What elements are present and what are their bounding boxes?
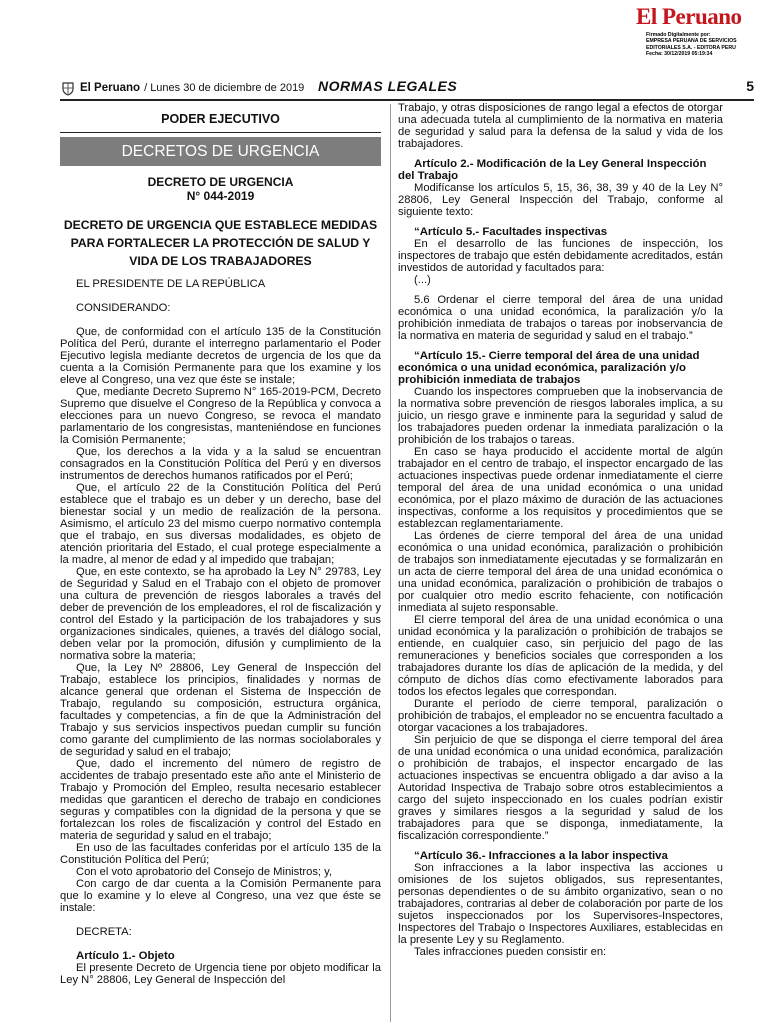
- paragraph: En caso se haya producido el accidente mortal de algún trabajador en el centro de trabajo, el inspector encargado de las actuaciones inspectivas puede ordenar inmediatamente el cierre temporal del área de una unidad económica o una unidad económica, por el plazo máximo de duración de las actuaciones inspectivas, conforme a los requisitos y procedimientos que se establezcan reglamentariamente.: [398, 446, 723, 530]
- paragraph: Que, el artículo 22 de la Constitución Política del Perú establece que el trabajo es un deber y un derecho, base del bienestar social y un medio de realización de la persona. Asimismo, el artículo 23 del mismo cuerpo normativo contempla que el trabajo, en sus diversas modalidades, es objeto de atención prioritaria del Estado, el cual protege especialmente a la madre, al menor de edad y al impedido que trabajan;: [60, 482, 381, 566]
- article-title: “Artículo 15.- Cierre temporal del área de una unidad económica o una unidad económica, paralización y/o prohibición inmediata de trabajos: [398, 350, 700, 386]
- article-title: Artículo 1.- Objeto: [76, 950, 175, 962]
- header-brand: [60, 80, 304, 96]
- paragraph: Que, de conformidad con el artículo 135 de la Constitución Política del Perú, durante el interregno parlamentario el Poder Ejecutivo legisla mediante decretos de urgencia de los que da cuenta a la Comisión Permanente para que los examine y los eleve al Congreso, una vez que éste se instale;: [60, 326, 381, 386]
- signature-line: EDITORIALES S.A. - EDITORA PERU: [646, 44, 736, 51]
- paragraph: En uso de las facultades conferidas por el artículo 135 de la Constitución Política del Perú;: [60, 842, 381, 866]
- paragraph: Modifícanse los artículos 5, 15, 36, 38, 39 y 40 de la Ley N° 28806, Ley General Inspección del Trabajo, conforme al siguiente texto:: [398, 182, 723, 218]
- left-column: [60, 106, 381, 986]
- ellipsis: (...): [414, 274, 431, 286]
- signature-line: Firmado Digitalmente por:: [646, 32, 711, 38]
- section-rule: [60, 132, 381, 133]
- page-number: 5: [746, 78, 754, 94]
- paragraph: Trabajo, y otras disposiciones de rango legal a efectos de otorgar una adecuada tutela al cumplimiento de la normativa en materia de seguridad y salud para la defensa de la salud y vida de los trabajadores.: [398, 102, 723, 150]
- paragraph: El cierre temporal del área de una unidad económica o una unidad económica y la paralización o prohibición de trabajos se entiende, en cualquier caso, sin perjuicio del pago de las remuneraciones y beneficios sociales que corresponden a los trabajadores durante los días de aplicación de la medida, y del cómputo de dichos días como efectivamente laborados para todos los efectos legales que correspondan.: [398, 614, 723, 698]
- president-line: EL PRESIDENTE DE LA REPÚBLICA: [76, 278, 266, 290]
- paragraph: Sin perjuicio de que se disponga el cierre temporal del área de una unidad económica o una unidad económica, paralización o prohibición de trabajos, el inspector encargado de las actuaciones inspectivas se encuentra obligado a dar aviso a la Autoridad Inspectiva de Trabajo sobre otros establecimientos a cargo del sujeto inspeccionado en los cuales podrían existir graves y similares riesgos a la seguridad y salud de los trabajadores para que se disponga, inmediatamente, la fiscalización correspondiente.”: [398, 734, 723, 842]
- signature-line: Fecha: 30/12/2019 05:19:34: [646, 50, 713, 57]
- header-rule: [60, 99, 754, 101]
- paragraph: Con el voto aprobatorio del Consejo de Ministros; y,: [76, 866, 332, 878]
- decreta-heading: DECRETA:: [76, 926, 132, 938]
- decree-number: N° 044-2019: [186, 189, 255, 203]
- paragraph: 5.6 Ordenar el cierre temporal del área de una unidad económica o una unidad económica, la paralización y/o la prohibición inmediata de trabajos o tareas por inobservancia de la normativa en materia de seguridad y salud en el trabajo.”: [398, 294, 723, 342]
- header-date: / Lunes 30 de diciembre de 2019: [144, 82, 305, 94]
- el-peruano-logo: El Peruano: [636, 4, 742, 29]
- paragraph: Que, la Ley Nº 28806, Ley General de Inspección del Trabajo, establece los principios, finalidades y normas de alcance general que ordenan el Sistema de Inspección de Trabajo, regulando su composición, estructura orgánica, facultades y competencias, a fin de que la Administración del Trabajo y sus servicios inspectivos puedan cumplir su función como garante del cumplimiento de las normas sociolaborales y de seguridad y salud en el trabajo;: [60, 662, 381, 758]
- paragraph: Que, dado el incremento del número de registro de accidentes de trabajo presentado este año ante el Ministerio de Trabajo y Promoción del Empleo, resulta necesario establecer medidas que garanticen el derecho de trabajo en condiciones seguras y compatibles con la dignidad de la persona y que se fortalezcan los roles de fiscalización y control del Estado en materia de seguridad y salud en el trabajo;: [60, 758, 381, 842]
- article-title: Artículo 2.- Modificación de la Ley General Inspección del Trabajo: [398, 158, 707, 182]
- decree-title: DECRETO DE URGENCIA: [147, 175, 294, 189]
- header-section: NORMAS LEGALES: [318, 78, 458, 94]
- paragraph: Cuando los inspectores comprueben que la inobservancia de la normativa sobre prevención de riesgos laborales implica, a su juicio, un riesgo grave e inminente para la seguridad y salud de los trabajadores pueden ordenar la inmediata paralización o la prohibición de los trabajos o tareas.: [398, 386, 723, 446]
- column-divider: [390, 104, 391, 1022]
- category-band: DECRETOS DE URGENCIA: [60, 137, 381, 166]
- article-title: “Artículo 5.- Facultades inspectivas: [414, 226, 608, 238]
- paragraph: Durante el período de cierre temporal, paralización o prohibición de trabajos, el empleador no se encuentra facultado a otorgar vacaciones a los trabajadores.: [398, 698, 723, 734]
- signature-line: EMPRESA PERUANA DE SERVICIOS: [646, 38, 737, 45]
- paragraph: Con cargo de dar cuenta a la Comisión Permanente para que lo examine y lo eleve al Congreso, una vez que éste se instale:: [60, 878, 381, 914]
- paragraph: Las órdenes de cierre temporal del área de una unidad económica o una unidad económica, paralización o prohibición de trabajos son inmediatamente ejecutadas y se formalizarán en un acta de cierre temporal del área de una unidad económica o una unidad económica, paralización o prohibición de trabajos o por cualquier otro medio escrito fehaciente, con notificación inmediata al sujeto responsable.: [398, 530, 723, 614]
- right-column: [398, 102, 723, 958]
- paragraph: Que, los derechos a la vida y a la salud se encuentran consagrados en la Constitución Política del Perú y en diversos instrumentos de derechos humanos ratificados por el Perú;: [60, 446, 381, 482]
- page-header: [60, 78, 754, 100]
- article-title: “Artículo 36.- Infracciones a la labor inspectiva: [414, 850, 668, 862]
- header-paper-name: El Peruano: [80, 82, 141, 94]
- digital-signature: [646, 32, 764, 57]
- decree-subject: DECRETO DE URGENCIA QUE ESTABLECE MEDIDAS PARA FORTALECER LA PROTECCIÓN DE SALUD Y VIDA DE LOS TRABAJADORES: [63, 218, 378, 268]
- coat-of-arms-icon: [60, 80, 76, 96]
- section-heading: PODER EJECUTIVO: [161, 112, 280, 126]
- paragraph: El presente Decreto de Urgencia tiene por objeto modificar la Ley N° 28806, Ley General de Inspección del: [60, 962, 381, 986]
- paragraph: Que, mediante Decreto Supremo N° 165-2019-PCM, Decreto Supremo que disuelve el Congreso de la República y convoca a elecciones para un nuevo Congreso, se revoca el mandato parlamentario de los congresistas, manteniéndose en funciones la Comisión Permanente;: [60, 386, 381, 446]
- paragraph: Tales infracciones pueden consistir en:: [414, 946, 607, 958]
- paragraph: Que, en este contexto, se ha aprobado la Ley N° 29783, Ley de Seguridad y Salud en el Trabajo con el objeto de promover una cultura de prevención de riesgos laborales a través del deber de prevención de los empleadores, el rol de fiscalización y control del Estado y la participación de los trabajadores y sus organizaciones sindicales, quienes, a través del diálogo social, deben velar por la promoción, difusión y cumplimiento de la normativa sobre la materia;: [60, 566, 381, 662]
- paragraph: Son infracciones a la labor inspectiva las acciones u omisiones de los sujetos obligados, sus representantes, personas dependientes o de su ámbito organizativo, sean o no trabajadores, contrarias al deber de colaboración por parte de los sujetos inspeccionados por los Supervisores-Inspectores, Inspectores del Trabajo o Inspectores Auxiliares, establecidas en la presente Ley y su Reglamento.: [398, 862, 723, 946]
- paragraph: En el desarrollo de las funciones de inspección, los inspectores de trabajo que estén debidamente acreditados, están investidos de autoridad y facultados para:: [398, 238, 723, 274]
- considering-heading: CONSIDERANDO:: [76, 302, 171, 314]
